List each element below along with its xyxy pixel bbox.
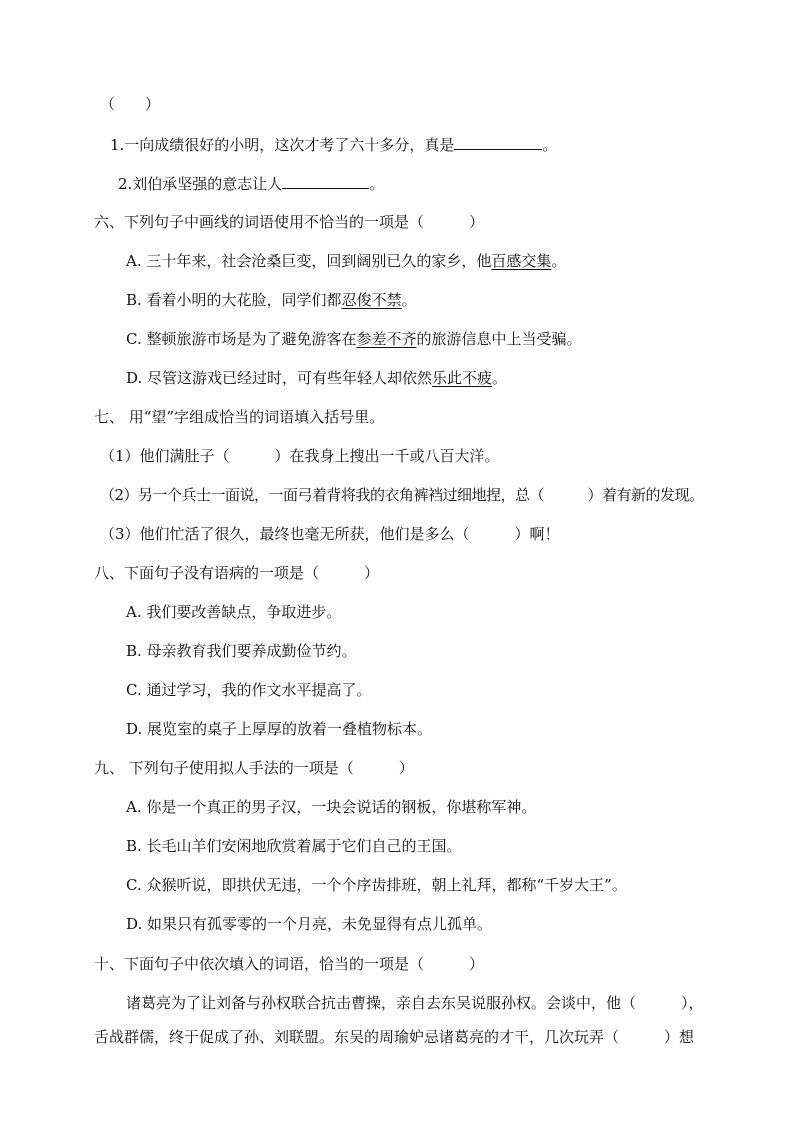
question-7-item-1: （1）他们满肚子（ ）在我身上搜出一千或八百大洋。 <box>100 447 500 465</box>
fill-item-1-text: 1.一向成绩很好的小明，这次才考了六十多分，真是 <box>110 136 455 154</box>
question-9-option-a: A. 你是一个真正的男子汉，一块会说话的钢板，你堪称军神。 <box>126 798 537 816</box>
fill-item-2 <box>118 172 384 195</box>
fill-blank-2[interactable] <box>282 172 369 189</box>
fill-item-2-text: 2.刘伯承坚强的意志让人 <box>118 175 283 193</box>
option-b-text: B. 看着小明的大花脸，同学们都 <box>126 291 342 309</box>
question-6-option-c <box>126 328 582 350</box>
question-6-option-a <box>126 250 566 272</box>
question-6-option-b <box>126 289 417 311</box>
question-6-option-d <box>126 367 507 389</box>
question-8-option-c: C. 通过学习，我的作文水平提高了。 <box>126 681 372 699</box>
underlined-word: 忍俊不禁 <box>341 291 402 309</box>
question-9-option-d: D. 如果只有孤零零的一个月亮，未免显得有点儿孤单。 <box>126 915 493 933</box>
fill-item-1 <box>110 133 557 156</box>
option-c-text: C. 整顿旅游市场是为了避免游客在 <box>126 330 357 348</box>
option-a-end: 。 <box>551 252 567 270</box>
question-10-title: 十、下面句子中依次填入的词语，恰当的一项是（ ） <box>94 955 485 973</box>
option-a-text: A. 三十年来，社会沧桑巨变，回到阔别已久的家乡，他 <box>126 252 492 270</box>
underlined-word: 百感交集 <box>491 252 552 270</box>
option-b-end: 。 <box>401 291 417 309</box>
question-9-option-c: C. 众猴听说，即拱伏无违，一个个序齿排班，朝上礼拜，都称“千岁大王”。 <box>126 876 627 894</box>
question-7-title: 七、 用“望”字组成恰当的词语填入括号里。 <box>94 408 385 426</box>
option-c-end: 的旅游信息中上当受骗。 <box>416 330 582 348</box>
fill-blank-1[interactable] <box>454 133 542 150</box>
question-6-title: 六、下列句子中画线的词语使用不恰当的一项是（ ） <box>94 213 485 231</box>
fill-item-1-end: 。 <box>542 136 558 154</box>
question-8-option-d: D. 展览室的桌子上厚厚的放着一叠植物标本。 <box>126 720 433 738</box>
answer-paren: （ ） <box>100 95 161 113</box>
question-7-item-2: （2）另一个兵士一面说，一面弓着背将我的衣角裤裆过细地捏，总（ ）着有新的发现。 <box>100 486 704 504</box>
question-10-paragraph-line-1: 诸葛亮为了让刘备与孙权联合抗击曹操，亲自去东吴说服孙权。会谈中，他（ ）， <box>126 994 704 1012</box>
question-8-option-a: A. 我们要改善缺点，争取进步。 <box>126 603 342 621</box>
question-8-title: 八、下面句子没有语病的一项是（ ） <box>94 564 380 582</box>
question-9-title: 九、 下列句子使用拟人手法的一项是（ ） <box>94 759 414 777</box>
question-8-option-b: B. 母亲教育我们要养成勤俭节约。 <box>126 642 357 660</box>
fill-item-2-end: 。 <box>369 175 385 193</box>
underlined-word: 乐此不疲 <box>432 369 493 387</box>
question-10-paragraph-line-2: 舌战群儒，终于促成了孙、刘联盟。东吴的周瑜妒忌诸葛亮的才干，几次玩弄（ ）想 <box>94 1028 695 1046</box>
underlined-word: 参差不齐 <box>356 330 417 348</box>
option-d-text: D. 尽管这游戏已经过时，可有些年轻人却依然 <box>126 369 433 387</box>
question-7-item-3: （3）他们忙活了很久，最终也毫无所获，他们是多么（ ）啊！ <box>100 525 560 543</box>
option-d-end: 。 <box>492 369 508 387</box>
question-9-option-b: B. 长毛山羊们安闲地欣赏着属于它们自己的王国。 <box>126 837 462 855</box>
